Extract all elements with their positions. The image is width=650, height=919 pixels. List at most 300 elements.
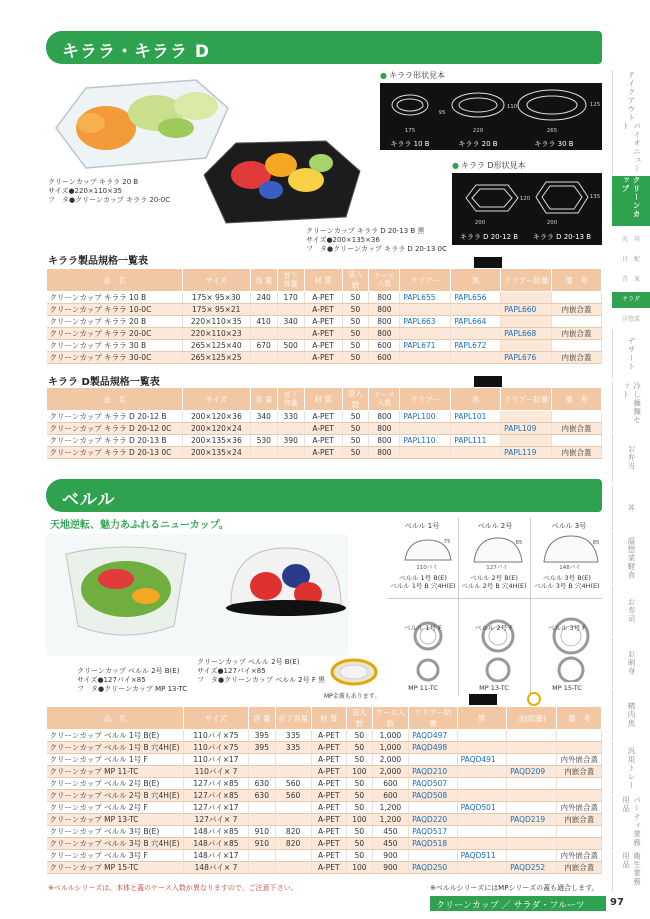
table-cell <box>507 730 557 742</box>
table-cell: 600 <box>369 352 400 364</box>
table-cell: クリーンカップ キララ D 20-13 B <box>47 435 183 447</box>
table-cell: 600 <box>369 340 400 352</box>
table-cell: 50 <box>347 802 373 814</box>
table-cell: PAQD220 <box>409 814 458 826</box>
table-cell: A-PET <box>304 316 342 328</box>
table-cell: PAQD210 <box>409 766 458 778</box>
table-cell: 148パイ×17 <box>183 850 248 862</box>
table-cell <box>457 778 506 790</box>
sidebar-item[interactable] <box>612 586 650 636</box>
table-cell <box>501 292 552 304</box>
table-row <box>47 754 602 766</box>
table-cell: クリーンカップ ベルル 2号 B 穴4H(E) <box>47 790 184 802</box>
table-cell: PAQD508 <box>409 790 458 802</box>
table-cell <box>275 850 311 862</box>
table-cell: PAQD497 <box>409 730 458 742</box>
table-cell: 50 <box>347 742 373 754</box>
shape-sample-title: ● キララ形状見本 <box>380 70 445 81</box>
table-cell: A-PET <box>311 826 346 838</box>
caption-line: サイズ●127パイ×85 <box>77 676 146 684</box>
table-cell: 335 <box>275 742 311 754</box>
table-cell: PAPL119 <box>501 447 552 459</box>
table-cell: 100 <box>347 766 373 778</box>
table-cell: 50 <box>347 754 373 766</box>
dim-label: 175 <box>404 128 416 134</box>
table-cell: 630 <box>249 778 276 790</box>
photo-caption-kirara-d <box>306 227 447 254</box>
table-cell <box>557 826 602 838</box>
table-cell <box>451 304 501 316</box>
table-cell <box>275 814 311 826</box>
table-cell <box>507 826 557 838</box>
sidebar-item[interactable] <box>612 690 650 740</box>
sidebar-item-label: 丼 <box>627 503 636 513</box>
dim-label: 135 <box>589 194 601 200</box>
table-cell: 50 <box>347 778 373 790</box>
table-cell: 800 <box>369 292 400 304</box>
table-row <box>47 435 602 447</box>
table-cell: 175× 95×30 <box>182 292 250 304</box>
kirara-d-table-title: キララ D製品規格一覧表 <box>48 377 160 388</box>
table-cell <box>275 766 311 778</box>
caption-line: フ タ●クリーンカップ キララ D 20-13 0C <box>306 245 447 253</box>
table-header-cell: ケース入数 <box>372 707 408 730</box>
table-row <box>47 802 602 814</box>
table-row <box>47 850 602 862</box>
caption-line: フ タ●クリーンカップ キララ 20-0C <box>48 196 171 204</box>
table-cell <box>275 754 311 766</box>
table-header-cell: 品 名 <box>47 707 184 730</box>
table-cell <box>507 778 557 790</box>
sidebar-item-label: 汎用トレー <box>627 746 636 790</box>
berul-note-right: ※ベルルシリーズにはMPシリーズの蓋も適合します。 <box>430 884 599 892</box>
table-cell: PAPL100 <box>400 411 451 423</box>
table-cell: A-PET <box>304 292 342 304</box>
table-cell: A-PET <box>304 352 342 364</box>
table-cell: クリーンカップ キララ 30-0C <box>47 352 183 364</box>
table-cell: A-PET <box>311 862 346 874</box>
table-cell: クリーンカップ ベルル 3号 B(E) <box>47 826 184 838</box>
sidebar-item[interactable] <box>612 532 650 584</box>
table-cell <box>501 316 552 328</box>
table-cell: A-PET <box>311 766 346 778</box>
dim-label: 85 <box>592 540 600 546</box>
table-cell <box>557 790 602 802</box>
table-cell: 110パイ×17 <box>183 754 248 766</box>
table-cell: クリーンカップ ベルル 1号 B 穴4H(E) <box>47 742 184 754</box>
table-header-cell: 黒 <box>451 388 501 411</box>
table-header-cell: ケース 入数 <box>369 388 400 411</box>
table-cell: 50 <box>347 730 373 742</box>
table-cell <box>557 778 602 790</box>
table-header-cell: 首下 容量 <box>277 269 304 292</box>
table-cell: クリーンカップ MP 11-TC <box>47 766 184 778</box>
table-cell: 50 <box>347 838 373 850</box>
table-cell: A-PET <box>304 328 342 340</box>
photo-caption-berul-1 <box>77 667 187 694</box>
dim-label: 95 <box>438 110 446 116</box>
sidebar-item-label: バイオニュート <box>621 122 642 173</box>
table-header-cell: 黒 <box>451 269 501 292</box>
table-header-cell: サイズ <box>183 707 248 730</box>
table-cell <box>400 304 451 316</box>
table-cell: PAQD250 <box>409 862 458 874</box>
table-cell <box>249 850 276 862</box>
table-header-cell: 袋入数 <box>347 707 373 730</box>
sidebar-item-label: パーティ業務用品 <box>621 796 642 847</box>
table-cell <box>400 423 451 435</box>
black-swatch <box>474 376 502 387</box>
gold-swatch <box>527 692 541 706</box>
mp-gold-note: MP金蓋もあります。 <box>324 693 381 700</box>
bell-title: ベルル 2号 <box>477 522 513 530</box>
table-cell: 50 <box>342 340 369 352</box>
bell-title: ベルル 3号 <box>551 522 587 530</box>
table-cell: 800 <box>369 411 400 423</box>
table-cell <box>400 447 451 459</box>
table-cell: クリーンカップ キララ 30 B <box>47 340 183 352</box>
sidebar-item[interactable] <box>612 796 650 850</box>
dim-label: 85 <box>515 540 523 546</box>
black-swatch <box>469 694 497 705</box>
table-cell: 600 <box>372 790 408 802</box>
table-cell <box>507 790 557 802</box>
table-cell: 390 <box>277 435 304 447</box>
table-cell: 148パイ×85 <box>183 838 248 850</box>
table-cell: 910 <box>249 838 276 850</box>
table-cell: A-PET <box>311 730 346 742</box>
sidebar-item[interactable] <box>612 122 650 174</box>
table-row <box>47 826 602 838</box>
sidebar-item-label: 衛生業務用品 <box>621 852 642 886</box>
table-cell <box>552 435 602 447</box>
photo-caption-kirara-20b <box>48 178 170 205</box>
table-cell <box>249 862 276 874</box>
dim-label: 148パイ <box>559 565 581 571</box>
table-row <box>47 352 602 364</box>
table-cell: 内嵌合蓋 <box>552 447 602 459</box>
table-cell: 内嵌合蓋 <box>552 423 602 435</box>
sidebar-item[interactable] <box>612 742 650 794</box>
shape-label: キララ 10 B <box>390 140 430 148</box>
shape-label: キララ 30 B <box>534 140 574 148</box>
table-cell <box>409 802 458 814</box>
table-cell <box>552 340 602 352</box>
table-row <box>47 790 602 802</box>
table-cell: 820 <box>275 838 311 850</box>
table-cell <box>250 352 277 364</box>
table-cell <box>557 742 602 754</box>
table-header-cell: 袋入数 <box>342 269 369 292</box>
dim-label: 120 <box>519 196 531 202</box>
table-cell: 50 <box>342 316 369 328</box>
table-cell: PAQD518 <box>409 838 458 850</box>
sidebar-subitem[interactable]: サラダ <box>612 292 650 308</box>
table-cell <box>451 447 501 459</box>
section-banner-kirara: キララ・キララ D <box>46 31 602 64</box>
berul-tagline: 天地逆転、魅力あふれるニューカップ。 <box>50 520 229 531</box>
page-number: 97 <box>610 897 624 908</box>
kirara-d-spec-table <box>46 387 602 459</box>
table-cell <box>249 802 276 814</box>
table-row <box>47 411 602 423</box>
table-cell: PAPL668 <box>501 328 552 340</box>
black-swatch <box>474 257 502 268</box>
berul-photo <box>46 534 348 656</box>
table-cell <box>409 754 458 766</box>
kirara-spec-table <box>46 268 602 364</box>
table-header-row <box>47 707 602 730</box>
table-cell <box>457 862 506 874</box>
table-cell: 内嵌合蓋 <box>557 766 602 778</box>
table-cell: A-PET <box>304 340 342 352</box>
table-row <box>47 814 602 826</box>
table-header-cell: 金(防曇) <box>507 707 557 730</box>
table-cell: 800 <box>369 316 400 328</box>
table-cell <box>507 754 557 766</box>
sidebar-subitem[interactable]: 日 配 <box>621 256 640 263</box>
table-cell: 800 <box>369 423 400 435</box>
table-cell <box>249 814 276 826</box>
table-cell <box>457 826 506 838</box>
table-cell: PAQD517 <box>409 826 458 838</box>
table-cell: 170 <box>277 292 304 304</box>
table-cell: 内外嵌合蓋 <box>557 850 602 862</box>
table-cell: 340 <box>250 411 277 423</box>
sidebar-item[interactable] <box>612 486 650 530</box>
caption-line: フ タ●クリーンカップ MP 13-TC <box>77 685 188 693</box>
table-cell <box>451 352 501 364</box>
bell-diagrams <box>388 532 602 682</box>
table-cell: PAPL664 <box>451 316 501 328</box>
sidebar-item[interactable] <box>612 70 650 122</box>
bell-b-label: ベルル 1号 B(E) ベルル 1号 B 穴4H(E) <box>390 574 456 590</box>
table-cell: クリーンカップ MP 13-TC <box>47 814 184 826</box>
table-cell: A-PET <box>304 447 342 459</box>
table-cell <box>409 850 458 862</box>
d-shape-sample-title: ● キララ D形状見本 <box>452 160 526 171</box>
table-cell: A-PET <box>311 850 346 862</box>
sidebar-item-label: お寿司 <box>627 598 636 624</box>
table-header-cell: 首下容量 <box>275 707 311 730</box>
table-cell: 内嵌合蓋 <box>557 814 602 826</box>
table-cell: PAQD507 <box>409 778 458 790</box>
table-cell <box>277 304 304 316</box>
table-cell: 100 <box>347 814 373 826</box>
table-cell: A-PET <box>311 778 346 790</box>
table-cell: 50 <box>342 447 369 459</box>
table-cell: PAQD511 <box>457 850 506 862</box>
sidebar-item-label: お弁当 <box>627 445 636 471</box>
table-cell: 内嵌合蓋 <box>557 862 602 874</box>
sidebar-item[interactable] <box>612 638 650 688</box>
mp-gold-lid-photo <box>328 654 380 690</box>
shape-label: キララ 20 B <box>458 140 498 148</box>
table-cell: 220×110×35 <box>182 316 250 328</box>
dim-label: 200 <box>546 220 558 226</box>
table-cell: 127パイ×85 <box>183 778 248 790</box>
table-cell: 127パイ× 7 <box>183 814 248 826</box>
table-cell <box>552 316 602 328</box>
table-cell: 1,000 <box>372 742 408 754</box>
table-cell: 820 <box>275 826 311 838</box>
table-cell: 800 <box>369 328 400 340</box>
caption-line: サイズ●220×110×35 <box>48 187 122 195</box>
sidebar-subitem[interactable]: 青 果 <box>621 276 640 283</box>
table-cell: 450 <box>372 838 408 850</box>
table-header-cell: 容 量 <box>250 269 277 292</box>
table-cell: A-PET <box>304 423 342 435</box>
table-cell: 200×135×24 <box>182 447 250 459</box>
table-cell <box>277 447 304 459</box>
table-cell: 340 <box>277 316 304 328</box>
table-cell: 148パイ× 7 <box>183 862 248 874</box>
sidebar-item-label: 冷し麺麺セット <box>621 382 642 425</box>
table-cell: 395 <box>249 730 276 742</box>
table-cell: PAPL660 <box>501 304 552 316</box>
table-cell <box>457 790 506 802</box>
table-cell: クリーンカップ ベルル 2号 B(E) <box>47 778 184 790</box>
mp-label: MP 15-TC <box>552 684 582 692</box>
table-cell: 2,000 <box>372 754 408 766</box>
table-cell <box>275 802 311 814</box>
table-header-cell: 材 質 <box>311 707 346 730</box>
sidebar-subitem[interactable]: 汎 用 <box>621 236 640 243</box>
table-cell: クリーンカップ キララ D 20-13 0C <box>47 447 183 459</box>
sidebar-item-label: 精肉魚 <box>627 702 636 728</box>
table-header-cell: 備 考 <box>552 388 602 411</box>
table-cell: 内嵌合蓋 <box>552 304 602 316</box>
table-header-cell: サイズ <box>182 269 250 292</box>
table-cell <box>457 814 506 826</box>
bell-f-label: ベルル 3号 F <box>548 624 586 632</box>
table-cell: A-PET <box>311 742 346 754</box>
table-cell: クリーンカップ ベルル 3号 B 穴4H(E) <box>47 838 184 850</box>
table-cell <box>457 742 506 754</box>
table-header-cell: 備 考 <box>557 707 602 730</box>
table-cell: PAPL109 <box>501 423 552 435</box>
table-cell: A-PET <box>311 754 346 766</box>
table-cell: 50 <box>342 411 369 423</box>
table-cell: PAQD219 <box>507 814 557 826</box>
table-cell <box>250 423 277 435</box>
berul-note-left: ※ベルルシリーズは、本体と蓋のケース入数が異なりますので、ご注意下さい。 <box>48 884 298 892</box>
table-header-cell: 品 名 <box>47 269 183 292</box>
table-row <box>47 742 602 754</box>
table-header-cell: 首下 容量 <box>277 388 304 411</box>
sidebar-item[interactable] <box>612 176 650 226</box>
table-cell: クリーンカップ MP 15-TC <box>47 862 184 874</box>
caption-line: フ タ●クリーンカップ ベルル 2号 F 黒 <box>197 676 326 684</box>
table-cell: 110パイ×75 <box>183 742 248 754</box>
table-cell <box>277 352 304 364</box>
table-cell <box>457 838 506 850</box>
table-cell: PAPL655 <box>400 292 451 304</box>
table-cell: 530 <box>250 435 277 447</box>
table-cell: 335 <box>275 730 311 742</box>
table-cell <box>249 754 276 766</box>
table-header-row <box>47 269 602 292</box>
table-cell: 1,000 <box>372 730 408 742</box>
table-cell: A-PET <box>311 790 346 802</box>
table-cell: クリーンカップ キララ D 20-12 B <box>47 411 183 423</box>
table-cell: A-PET <box>304 304 342 316</box>
table-cell: PAPL663 <box>400 316 451 328</box>
bell-f-label: ベルル 1号 F <box>404 624 442 632</box>
table-cell: クリーンカップ キララ 20 B <box>47 316 183 328</box>
dim-label: 110 <box>506 104 518 110</box>
mp-label: MP 13-TC <box>479 684 509 692</box>
table-cell: 200×120×24 <box>182 423 250 435</box>
dim-label: 200 <box>474 220 486 226</box>
table-header-cell: クリアー防曇 <box>409 707 458 730</box>
table-cell: 450 <box>372 826 408 838</box>
table-header-cell: 材 質 <box>304 269 342 292</box>
caption-line: サイズ●127パイ×85 <box>197 667 266 675</box>
table-cell: 220×110×23 <box>182 328 250 340</box>
table-row <box>47 838 602 850</box>
table-header-cell: クリアー防曇 <box>501 269 552 292</box>
table-cell <box>457 766 506 778</box>
sidebar-item[interactable] <box>612 434 650 482</box>
sidebar-item[interactable] <box>612 382 650 432</box>
table-cell <box>507 838 557 850</box>
table-header-cell: クリアー <box>400 388 451 411</box>
table-cell <box>277 423 304 435</box>
table-header-cell: 容 量 <box>249 707 276 730</box>
table-cell: クリーンカップ ベルル 1号 F <box>47 754 184 766</box>
table-cell <box>250 447 277 459</box>
table-row <box>47 304 602 316</box>
table-cell: 127パイ×17 <box>183 802 248 814</box>
bell-f-label: ベルル 2号 F <box>475 624 513 632</box>
sidebar-item[interactable] <box>612 852 650 892</box>
table-cell: PAPL672 <box>451 340 501 352</box>
table-cell: 800 <box>369 447 400 459</box>
dim-label: 220 <box>472 128 484 134</box>
mp-label: MP 11-TC <box>408 684 438 692</box>
table-row <box>47 730 602 742</box>
dim-label: 265 <box>546 128 558 134</box>
table-header-cell: クリアー <box>400 269 451 292</box>
table-row <box>47 292 602 304</box>
table-row <box>47 328 602 340</box>
table-header-cell: 黒 <box>457 707 506 730</box>
table-cell: 148パイ×85 <box>183 826 248 838</box>
table-row <box>47 778 602 790</box>
table-header-cell: 容 量 <box>250 388 277 411</box>
sidebar-item-label: テイクアウト <box>627 70 636 122</box>
table-cell <box>552 292 602 304</box>
table-cell: 800 <box>369 435 400 447</box>
table-cell: 50 <box>342 328 369 340</box>
table-cell: 1,200 <box>372 814 408 826</box>
sidebar-item[interactable] <box>612 330 650 378</box>
table-header-cell: 品 名 <box>47 388 183 411</box>
table-cell: 265×125×25 <box>182 352 250 364</box>
table-header-cell: ケース 入数 <box>369 269 400 292</box>
shape-label: キララ D 20-12 B <box>459 233 519 241</box>
dim-label: 125 <box>589 102 601 108</box>
table-row <box>47 862 602 874</box>
table-cell <box>400 328 451 340</box>
table-cell: 50 <box>342 423 369 435</box>
table-cell <box>507 742 557 754</box>
sidebar-subitem[interactable]: 洋惣菜 <box>621 316 640 323</box>
table-cell: 900 <box>372 862 408 874</box>
dim-label: 127パイ <box>486 565 508 571</box>
table-cell: 50 <box>347 850 373 862</box>
